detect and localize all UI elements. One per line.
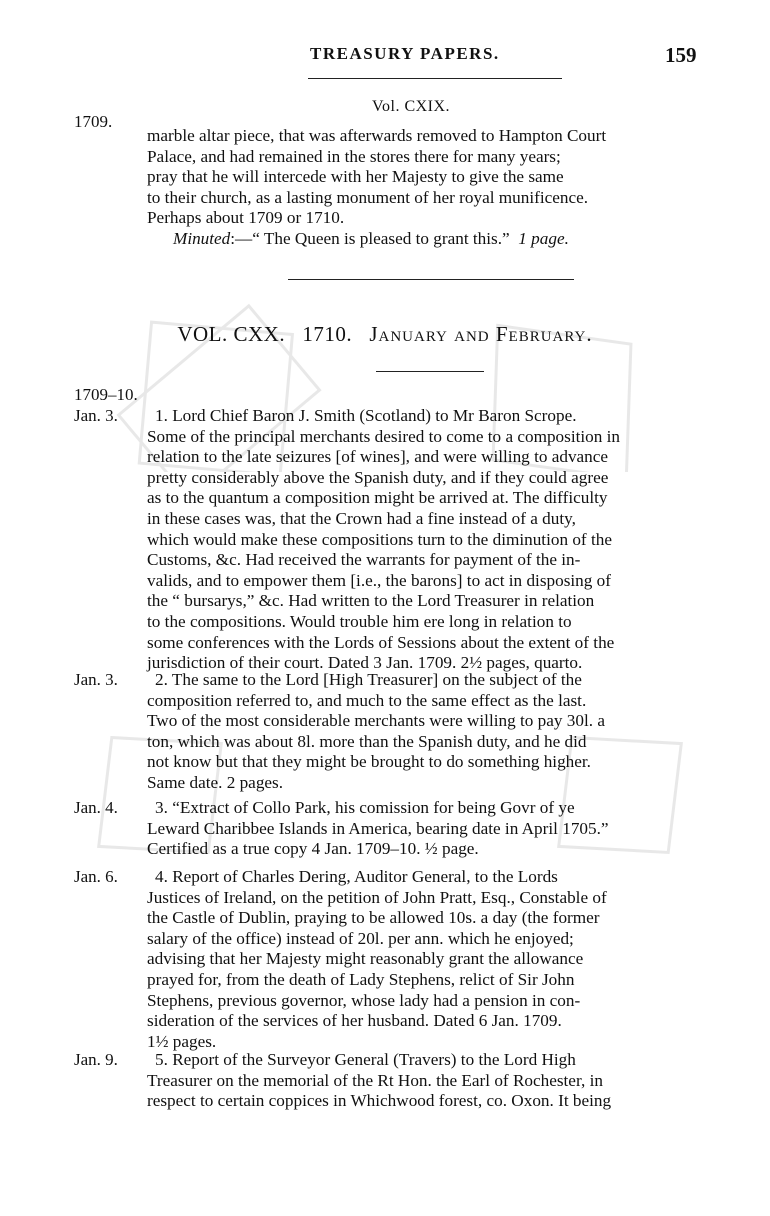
text-line: Leward Charibbee Islands in America, bearing date in April 1705.” [147,818,609,838]
text-line: which would make these compositions turn to the diminution of the [147,529,612,549]
header-rule [308,78,562,79]
entry-2 [147,670,699,794]
text-line: Palace, and had remained in the stores there for many years; [147,146,561,166]
text-line: ton, which was about 8l. more than the Spanish duty, and he did [147,731,587,751]
year-range: 1709–10. [74,385,138,404]
text-line: marble altar piece, that was afterwards removed to Hampton Court [147,126,607,145]
text-line: in these cases was, that the Crown had a fine instead of a duty, [147,508,576,528]
entry-4 [147,867,699,1052]
text-line: the Castle of Dublin, praying to be allowed 10s. a day (the former [147,908,600,928]
minuted-line [147,229,699,250]
text-line: valids, and to empower them [i.e., the barons] to act in disposing of [147,570,611,590]
running-title: TREASURY PAPERS. [310,44,500,63]
text-line: 5. Report of the Surveyor General (Travers) to the Lord High [155,1050,576,1069]
text-line: some conferences with the Lords of Sessions about the extent of the [147,632,615,652]
text-line: to the compositions. Would trouble him ere long in relation to [147,611,572,631]
entry-date: Jan. 3. [74,406,118,425]
text-line: 2. The same to the Lord [High Treasurer] on the subject of the [155,670,582,689]
text-line: Treasurer on the memorial of the Rt Hon. the Earl of Rochester, in [147,1070,603,1090]
text-line: respect to certain coppices in Whichwood forest, co. Oxon. It being [147,1091,612,1111]
text-line: as to the quantum a composition might be arrived at. The difficulty [147,488,608,508]
text-line: Customs, &c. Had received the warrants for payment of the in- [147,550,581,570]
entry-date: Jan. 4. [74,798,118,817]
text-line: Stephens, previous governor, whose lady had a pension in con- [147,990,581,1010]
section-divider [288,279,574,280]
entry-3 [147,798,699,860]
volume-heading [0,322,770,347]
text-line: 4. Report of Charles Dering, Auditor General, to the Lords [155,867,558,886]
text-line: Certified as a true copy 4 Jan. 1709–10. ½ page. [147,839,479,859]
text-line: 3. “Extract of Collo Park, his comission for being Govr of ye [155,798,575,817]
continued-paragraph [147,126,699,250]
text-line: relation to the late seizures [of wines], and were willing to advance [147,447,609,467]
text-line: not know but that they might be brought to do something higher. [147,752,591,772]
text-line: 1. Lord Chief Baron J. Smith (Scotland) to Mr Baron Scrope. [155,406,577,425]
page-number: 159 [665,43,697,67]
volume-label: VOL. CXX. [177,322,286,346]
entry-1 [147,406,699,674]
text-line: Same date. 2 pages. [147,772,284,792]
minuted-label: Minuted [173,228,231,248]
continued-volume-label: Vol. CXIX. [372,98,451,115]
text-line: Justices of Ireland, on the petition of John Pratt, Esq., Constable of [147,887,607,907]
text-line: Some of the principal merchants desired to come to a composition in [147,426,621,446]
text-line: prayed for, from the death of Lady Stephens, relict of Sir John [147,969,575,989]
text-line: advising that her Majesty might reasonably grant the allowance [147,949,584,969]
text-line: jurisdiction of their court. Dated 3 Jan. 1709. 2½ pages, quarto. [147,653,583,673]
text-line: sideration of the services of her husband. Dated 6 Jan. 1709. [147,1011,562,1031]
continued-year: 1709. [74,112,113,131]
text-line: composition referred to, and much to the same effect as the last. [147,690,587,710]
text-line: Perhaps about 1709 or 1710. [147,208,345,228]
text-line: pray that he will intercede with her Majesty to give the same [147,167,564,187]
text-line: salary of the office) instead of 20l. per ann. which he enjoyed; [147,928,574,948]
minuted-text: :—“ The Queen is pleased to grant this.” [230,228,510,248]
text-line: the “ bursarys,” &c. Had written to the Lord Treasurer in relation [147,591,595,611]
text-line: pretty considerably above the Spanish duty, and if they could agree [147,467,609,487]
text-line: Two of the most considerable merchants were willing to pay 30l. a [147,711,605,731]
volume-months: January and February. [369,322,593,346]
entry-date: Jan. 9. [74,1050,118,1069]
heading-rule [376,371,484,372]
text-line: to their church, as a lasting monument of her royal munificence. [147,187,589,207]
minuted-pages: 1 page. [518,228,569,248]
text-line: 1½ pages. [147,1031,217,1051]
entry-date: Jan. 6. [74,867,118,886]
volume-year: 1710. [302,322,353,346]
entry-date: Jan. 3. [74,670,118,689]
entry-5 [147,1050,699,1112]
